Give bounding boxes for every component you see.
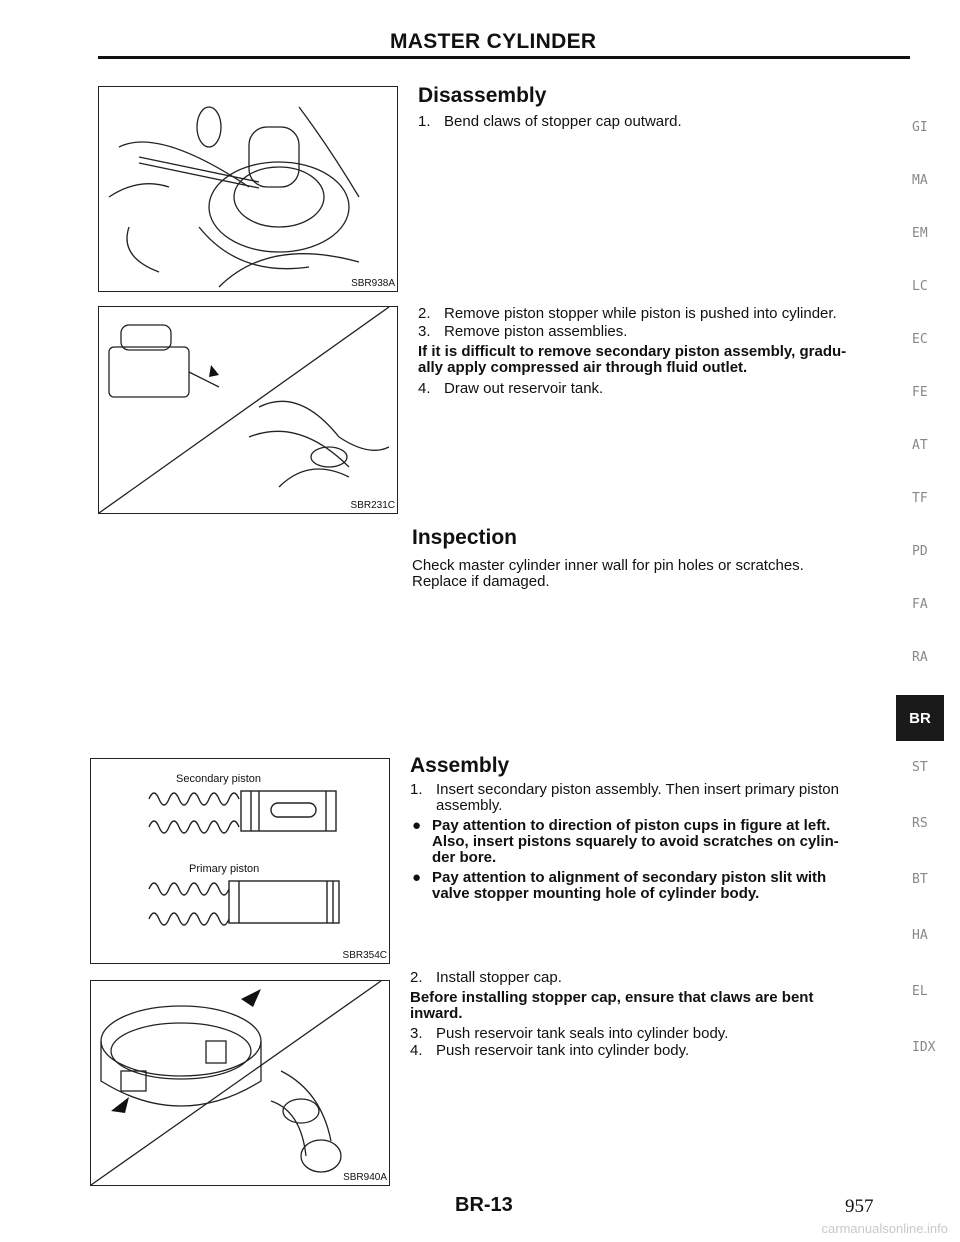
figure-piston-stopper	[98, 306, 398, 514]
section-tab-st[interactable]: ST	[912, 760, 928, 775]
step-text: Bend claws of stopper cap outward.	[444, 113, 682, 130]
section-tab-rs[interactable]: RS	[912, 816, 928, 831]
disassembly-step-1	[418, 114, 898, 130]
primary-piston-label: Primary piston	[189, 863, 260, 875]
figure-code: SBR938A	[351, 278, 395, 289]
step-number: 1.	[418, 113, 431, 130]
assembly-step-1	[410, 782, 900, 814]
pistons-illustration	[91, 759, 389, 963]
figure-pistons	[90, 758, 390, 964]
assembly-step-2	[410, 970, 900, 986]
assembly-note	[410, 990, 896, 1022]
section-tab-el[interactable]: EL	[912, 984, 928, 999]
step-number: 2.	[410, 969, 423, 986]
bullet-line: Also, insert pistons squarely to avoid scratches on cylin-	[432, 833, 839, 850]
assembly-bullet-1	[410, 818, 918, 866]
stopper-install-illustration	[91, 981, 389, 1185]
section-tab-br-active[interactable]: BR	[896, 695, 944, 741]
step-text: Draw out reservoir tank.	[444, 380, 604, 397]
step-number: 3.	[418, 323, 431, 340]
section-tab-bt[interactable]: BT	[912, 872, 928, 887]
bullet-line: valve stopper mounting hole of cylinder body.	[432, 885, 760, 902]
section-tab-at[interactable]: AT	[912, 438, 928, 453]
inspection-line: Replace if damaged.	[412, 573, 550, 590]
step-text: Remove piston assemblies.	[444, 323, 628, 340]
bullet-line: Pay attention to alignment of secondary piston slit with	[432, 869, 827, 886]
disassembly-step-4	[418, 381, 898, 397]
inspection-line: Check master cylinder inner wall for pin holes or scratches.	[412, 557, 804, 574]
section-tab-lc[interactable]: LC	[912, 279, 928, 294]
inspection-heading: Inspection	[412, 526, 518, 549]
figure-stopper-cap	[98, 86, 398, 292]
secondary-piston-label: Secondary piston	[176, 773, 261, 785]
disassembly-note	[418, 344, 904, 376]
section-tab-fa[interactable]: FA	[912, 597, 928, 612]
title-rule	[98, 56, 910, 59]
section-tab-ma[interactable]: MA	[912, 173, 928, 188]
section-tab-ec[interactable]: EC	[912, 332, 928, 347]
bullet-dot: ●	[412, 817, 422, 834]
section-tab-tf[interactable]: TF	[912, 491, 928, 506]
bullet-line: Pay attention to direction of piston cups in figure at left.	[432, 817, 831, 834]
step-number: 4.	[410, 1042, 423, 1059]
stopper-cap-illustration	[99, 87, 397, 291]
figure-code: SBR231C	[350, 500, 395, 511]
figure-code: SBR940A	[343, 1172, 387, 1183]
figure-stopper-install	[90, 980, 390, 1186]
section-tab-fe[interactable]: FE	[912, 385, 928, 400]
page-number: 957	[845, 1196, 874, 1217]
note-line: inward.	[410, 1005, 463, 1022]
figure-code: SBR354C	[342, 950, 387, 961]
section-tab-em[interactable]: EM	[912, 226, 928, 241]
bullet-line: der bore.	[432, 849, 497, 866]
step-text: Install stopper cap.	[436, 969, 562, 986]
step-number: 2.	[418, 305, 431, 322]
section-tab-ha[interactable]: HA	[912, 928, 928, 943]
assembly-step-3	[410, 1026, 900, 1042]
step-number: 1.	[410, 781, 423, 798]
step-text: assembly.	[436, 797, 503, 814]
bullet-dot: ●	[412, 869, 422, 886]
disassembly-heading: Disassembly	[418, 84, 547, 107]
step-number: 3.	[410, 1025, 423, 1042]
page-title: MASTER CYLINDER	[390, 30, 597, 53]
section-tab-ra[interactable]: RA	[912, 650, 928, 665]
watermark: carmanualsonline.info	[821, 1221, 948, 1236]
step-number: 4.	[418, 380, 431, 397]
step-text: Remove piston stopper while piston is pushed into cylinder.	[444, 305, 837, 322]
note-line: ally apply compressed air through fluid outlet.	[418, 359, 748, 376]
step-text: Push reservoir tank seals into cylinder body.	[436, 1025, 729, 1042]
section-tab-idx[interactable]: IDX	[912, 1040, 936, 1055]
section-tab-pd[interactable]: PD	[912, 544, 928, 559]
step-text: Push reservoir tank into cylinder body.	[436, 1042, 690, 1059]
assembly-heading: Assembly	[410, 754, 510, 777]
inspection-text	[412, 558, 902, 590]
note-line: Before installing stopper cap, ensure that claws are bent	[410, 989, 814, 1006]
footer-section-code: BR-13	[455, 1194, 513, 1216]
assembly-step-4	[410, 1043, 900, 1059]
section-tab-gi[interactable]: GI	[912, 120, 928, 135]
assembly-bullet-2	[410, 870, 918, 902]
piston-stopper-illustration	[99, 307, 397, 513]
note-line: If it is difficult to remove secondary piston assembly, gradu-	[418, 343, 847, 360]
disassembly-step-3	[418, 324, 898, 340]
disassembly-step-2	[418, 306, 898, 322]
step-text: Insert secondary piston assembly. Then insert primary piston	[436, 781, 839, 798]
